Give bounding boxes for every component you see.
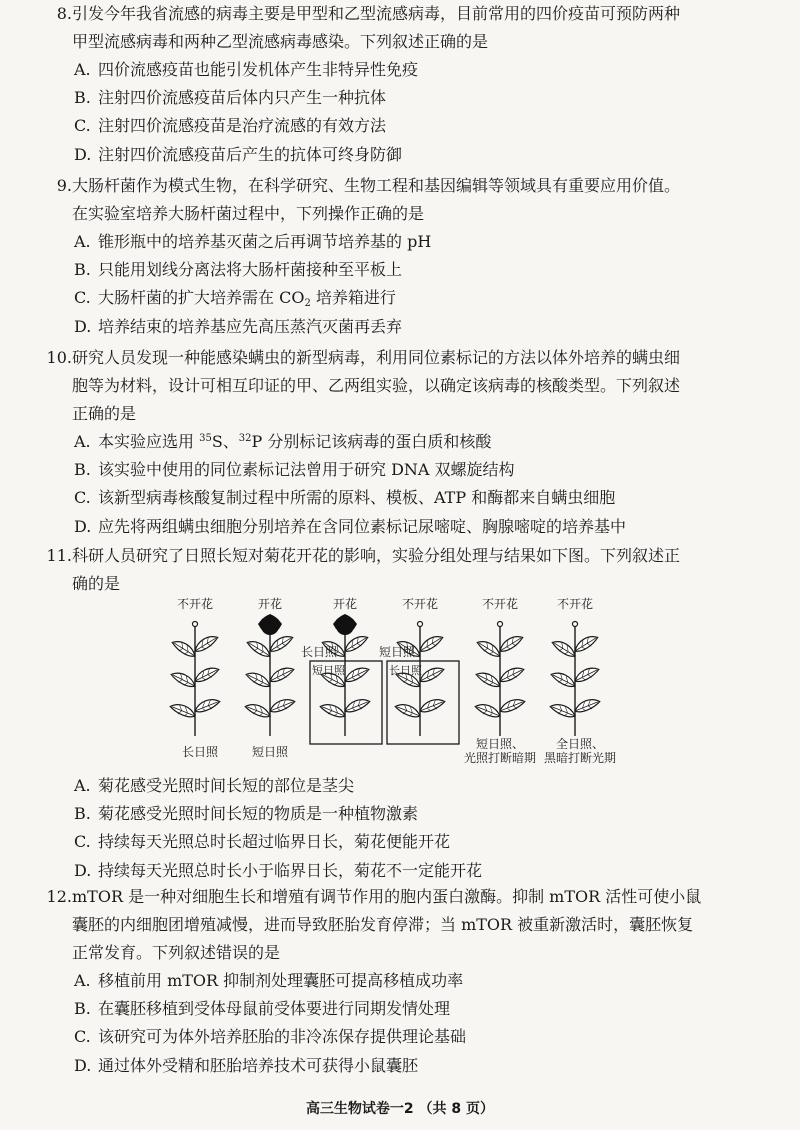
box-3-inner-label: 短日照 <box>312 664 345 677</box>
option-d[interactable]: D. 通过体外受精和胚胎培养技术可获得小鼠囊胚 <box>74 1055 419 1075</box>
plant-2-result: 开花 <box>257 597 283 611</box>
option-a[interactable]: A. 本实验应选用 $^{35}$S、$^{32}$P 分别标记该病毒的蛋白质和核酸 <box>74 432 492 451</box>
question-number: 8. <box>56 4 72 23</box>
question-number: 10. <box>46 348 72 367</box>
option-c[interactable]: C. 大肠杆菌的扩大培养需在 $CO_2$ 培养箱进行 <box>74 288 396 310</box>
option-a[interactable]: A. 移植前用 mTOR 抑制剂处理囊胚可提高移植成功率 <box>74 971 464 990</box>
question-stem: 确的是 <box>72 574 121 593</box>
chrysanthemum-figure <box>165 596 635 786</box>
option-a[interactable]: A. 锥形瓶中的培养基灭菌之后再调节培养基的 pH <box>74 232 432 251</box>
plant-6-treatment-line1: 全日照、 <box>555 737 605 751</box>
option-b[interactable]: B. 菊花感受光照时间长短的物质是一种植物激素 <box>74 804 419 824</box>
option-b[interactable]: B. 在囊胚移植到受体母鼠前受体要进行同期发情处理 <box>74 999 451 1019</box>
question-number: 9. <box>56 176 72 195</box>
question-12 <box>34 883 774 1080</box>
question-stem: 研究人员发现一种能感染螨虫的新型病毒，利用同位素标记的方法以体外培养的螨虫细 <box>72 348 681 367</box>
question-stem: 科研人员研究了日照长短对菊花开花的影响，实验分组处理与结果如下图。下列叙述正 <box>72 546 681 565</box>
option-b[interactable]: B. 该实验中使用的同位素标记法曾用于研究 DNA 双螺旋结构 <box>74 460 515 480</box>
plant-5-treatment-line1: 短日照、 <box>475 737 525 751</box>
question-11-options <box>34 772 774 885</box>
option-d[interactable]: D. 持续每天光照总时长小于临界日长，菊花不一定能开花 <box>74 860 483 880</box>
question-stem: 囊胚的内细胞团增殖减慢，进而导致胚胎发育停滞；当 mTOR 被重新激活时，囊胚恢复 <box>72 915 694 934</box>
question-11 <box>34 542 774 598</box>
question-stem: 正常发育。下列叙述错误的是 <box>72 943 281 962</box>
plant-6-result: 不开花 <box>556 597 594 611</box>
plant-2-treatment: 短日照 <box>251 745 289 759</box>
box-3-top-label: 长日照 <box>301 645 338 659</box>
option-d[interactable]: D. 应先将两组螨虫细胞分别培养在含同位素标记尿嘧啶、胸腺嘧啶的培养基中 <box>74 516 627 536</box>
question-9 <box>34 172 774 341</box>
plant-1-treatment: 长日照 <box>181 745 219 759</box>
option-b[interactable]: B. 只能用划线分离法将大肠杆菌接种至平板上 <box>74 260 403 280</box>
question-stem: mTOR 是一种对细胞生长和增殖有调节作用的胞内蛋白激酶。抑制 mTOR 活性可使小鼠 <box>72 887 702 906</box>
plant-1 <box>169 622 221 737</box>
plant-4 <box>394 622 446 737</box>
plant-5 <box>474 622 526 737</box>
question-stem: 正确的是 <box>72 404 137 423</box>
plant-4-result: 不开花 <box>401 597 439 611</box>
plant-1-result: 不开花 <box>176 597 214 611</box>
plant-6-treatment-line2: 黑暗打断光期 <box>543 751 617 765</box>
option-c[interactable]: C. 该研究可为体外培养胚胎的非冷冻保存提供理论基础 <box>74 1027 467 1047</box>
box-4-top-label: 短日照 <box>379 645 416 659</box>
question-number: 11. <box>46 546 72 565</box>
plant-5-treatment-line2: 光照打断暗期 <box>463 751 537 765</box>
question-stem: 在实验室培养大肠杆菌过程中，下列操作正确的是 <box>72 204 425 223</box>
option-d[interactable]: D. 注射四价流感疫苗后产生的抗体可终身防御 <box>74 144 403 164</box>
option-b[interactable]: B. 注射四价流感疫苗后体内只产生一种抗体 <box>74 88 387 108</box>
plant-5-result: 不开花 <box>481 597 519 611</box>
question-10 <box>34 344 774 541</box>
option-a[interactable]: A. 四价流感疫苗也能引发机体产生非特异性免疫 <box>74 60 419 79</box>
plant-3-result: 开花 <box>332 597 358 611</box>
option-a[interactable]: A. 菊花感受光照时间长短的部位是茎尖 <box>74 776 355 795</box>
plant-2 <box>244 614 296 736</box>
question-stem: 甲型流感病毒和两种乙型流感病毒感染。下列叙述正确的是 <box>72 32 489 51</box>
option-d[interactable]: D. 培养结束的培养基应先高压蒸汽灭菌再丢弃 <box>74 316 403 336</box>
question-number: 12. <box>46 887 72 906</box>
box-4-inner-label: 长日照 <box>389 664 422 677</box>
option-c[interactable]: C. 持续每天光照总时长超过临界日长，菊花便能开花 <box>74 832 451 852</box>
page-footer: 高三生物试卷一2 （共 8 页） <box>305 1101 495 1117</box>
question-stem: 胞等为材料，设计可相互印证的甲、乙两组实验，以确定该病毒的核酸类型。下列叙述 <box>72 376 681 395</box>
option-c[interactable]: C. 注射四价流感疫苗是治疗流感的有效方法 <box>74 116 387 136</box>
question-stem: 引发今年我省流感的病毒主要是甲型和乙型流感病毒，目前常用的四价疫苗可预防两种 <box>72 4 681 23</box>
option-c[interactable]: C. 该新型病毒核酸复制过程中所需的原料、模板、ATP 和酶都来自螨虫细胞 <box>74 488 616 508</box>
question-8 <box>34 0 774 169</box>
question-stem: 大肠杆菌作为模式生物，在科学研究、生物工程和基因编辑等领域具有重要应用价值。 <box>72 176 681 195</box>
plant-6 <box>549 622 601 737</box>
